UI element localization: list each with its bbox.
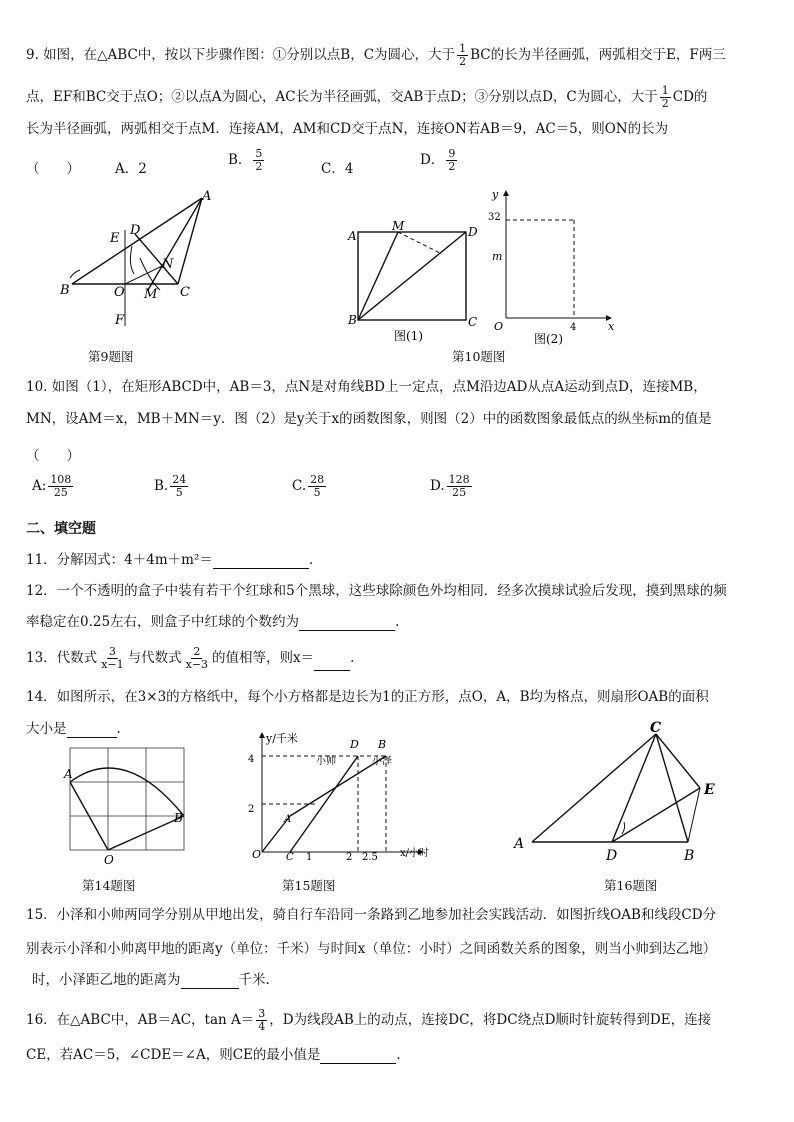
answer-blank[interactable] <box>314 656 350 671</box>
x-tick-2: 2 <box>346 852 353 863</box>
label-o: O <box>104 853 114 867</box>
q16-text: CE，若AC＝5，∠CDE＝∠A，则CE的最小值是 <box>26 1047 321 1063</box>
denominator: x−1 <box>101 658 124 671</box>
denominator: 5 <box>313 486 321 499</box>
segment-ce <box>656 734 700 788</box>
y-axis-label: y/千米 <box>266 732 298 745</box>
q15-text: 千米. <box>238 972 270 988</box>
legend-shuai: 小帅 <box>316 756 336 767</box>
q11-text: 11．分解因式：4＋4m＋m²＝ <box>26 552 213 568</box>
fig1-label: 图(1) <box>394 329 423 343</box>
label-c: C <box>468 315 478 329</box>
denominator: x−3 <box>185 658 209 671</box>
q12-text: 率稳定在0.25左右，则盒子中红球的个数约为 <box>26 614 300 630</box>
label-d: D <box>130 223 141 238</box>
numerator: 108 <box>50 473 72 486</box>
fraction <box>99 646 125 671</box>
numerator: 1 <box>661 84 669 97</box>
q9-option-d <box>420 148 459 173</box>
segment-am <box>148 198 202 290</box>
q9-option-b <box>228 148 266 173</box>
q10-option-b <box>154 474 190 499</box>
origin-label: O <box>494 320 504 333</box>
y-tick-4: 4 <box>248 754 255 765</box>
origin-label: O <box>252 848 262 861</box>
fraction <box>170 474 188 499</box>
answer-blank[interactable] <box>299 616 395 631</box>
q16-text: ，D为线段AB上的动点，连接DC，将DC绕点D顺时针旋转得到DE，连接 <box>269 1012 712 1028</box>
q9-line1 <box>26 43 726 68</box>
segment-be <box>688 788 700 842</box>
numerator: 3 <box>258 1007 266 1020</box>
option-label: B. <box>154 478 169 494</box>
label-n: N <box>162 257 174 272</box>
x-axis-label: x <box>608 320 615 333</box>
q14-text: 大小是 <box>26 721 67 737</box>
denominator: 4 <box>258 1020 266 1033</box>
denominator: 2 <box>459 55 467 68</box>
numerator: 24 <box>172 473 187 486</box>
fig2-label: 图(2) <box>534 332 563 346</box>
numerator: 28 <box>310 473 325 486</box>
q16-caption: 第16题图 <box>604 878 658 893</box>
label-d: D <box>468 225 478 239</box>
label-b: B <box>684 848 695 864</box>
q15-caption: 第15题图 <box>282 878 336 893</box>
y-tick-2: 2 <box>248 804 255 815</box>
fraction <box>184 646 210 671</box>
option-label: D． <box>420 152 445 168</box>
option-label: A: <box>32 478 47 494</box>
segment-dc <box>612 734 656 842</box>
q9-text: BC的长为半径画弧，两弧相交于E，F两三 <box>470 47 726 63</box>
segment-mn <box>398 232 442 254</box>
q10-paren: （ ） <box>26 448 80 464</box>
q15-line1: 15．小泽和小帅两同学分别从甲地出发，骑自行车沿同一条路到乙地参加社会实践活动．如图折线OAB和线段CD分 <box>26 907 717 923</box>
q9-text: CD的 <box>672 89 708 105</box>
q13-text: 与代数式 <box>127 650 182 666</box>
label-a: A <box>202 189 212 204</box>
q14-figure <box>64 742 196 866</box>
fraction <box>457 43 468 68</box>
numerator: 128 <box>448 473 470 486</box>
denominator: 2 <box>255 160 263 173</box>
q13-line <box>26 646 354 671</box>
q13-end: . <box>350 650 355 666</box>
label-a: A <box>514 836 525 852</box>
arc <box>70 270 80 278</box>
q9-text: 点，EF和BC交于点O；②以点A为圆心，AC长为半径画弧，交AB于点D；③分别以点D，C为圆心，大于 <box>26 89 658 105</box>
label-o: O <box>114 285 125 300</box>
y-tick-32: 32 <box>488 212 501 223</box>
label-b: B <box>348 313 357 327</box>
q9-option-a: A．2 <box>115 161 147 177</box>
label-a: A <box>348 229 357 243</box>
denominator: 2 <box>661 97 669 110</box>
denominator: 2 <box>448 160 456 173</box>
section-heading: 二、填空题 <box>26 521 96 537</box>
arc-ab <box>70 768 184 816</box>
q12-end: . <box>395 614 400 630</box>
q14-end: . <box>116 721 121 737</box>
q11-line <box>26 551 313 569</box>
segment-bc <box>656 734 688 842</box>
label-e: E <box>110 231 120 246</box>
q9-caption: 第9题图 <box>88 349 134 364</box>
label-a: A <box>64 767 73 781</box>
segment-de <box>612 788 700 842</box>
label-d: D <box>350 738 359 751</box>
q12-line2 <box>26 613 399 631</box>
fraction <box>660 85 671 110</box>
label-e: E <box>704 782 715 798</box>
q9-text: 9. 如图，在△ABC中，按以下步骤作图：①分别以点B，C为圆心，大于 <box>26 47 456 63</box>
denominator: 5 <box>175 486 183 499</box>
y-tick-m: m <box>492 250 503 263</box>
q16-text: 16．在△ABC中，AB＝AC，tan A＝ <box>26 1012 255 1028</box>
label-a: A <box>284 814 292 825</box>
q9-option-c: C．4 <box>321 161 354 177</box>
q10-option-c <box>292 474 328 499</box>
segment-bm <box>358 232 398 320</box>
label-b: B <box>60 283 70 298</box>
numerator: 1 <box>459 42 467 55</box>
numerator: 2 <box>193 645 201 658</box>
q10-option-d <box>430 474 474 499</box>
q9-paren: （ ） <box>26 161 80 177</box>
q10-line2: MN，设AM＝x，MB＋MN＝y．图（2）是y关于x的函数图象，则图（2）中的函数图象最低点的纵坐标m的值是 <box>26 411 712 427</box>
denominator: 25 <box>53 486 68 499</box>
q13-text: 的值相等，则x＝ <box>212 650 315 666</box>
q10-line1: 10. 如图（1），在矩形ABCD中，AB＝3，点N是对角线BD上一定点，点M沿边AD从点A运动到点D，连接MB， <box>26 379 707 395</box>
label-m: M <box>144 287 158 302</box>
q14-line2 <box>26 720 121 738</box>
q11-end: . <box>308 552 314 568</box>
denominator: 25 <box>452 486 467 499</box>
diagonal-bd <box>358 232 466 320</box>
fraction <box>446 148 457 173</box>
q10-caption: 第10题图 <box>452 349 506 364</box>
answer-blank[interactable] <box>213 554 309 569</box>
answer-blank[interactable] <box>320 1049 396 1064</box>
grid <box>70 748 184 850</box>
numerator: 3 <box>108 645 116 658</box>
y-axis-label: y <box>492 188 499 201</box>
y-axis-arrow <box>259 732 265 738</box>
q12-line1: 12．一个不透明的盒子中装有若干个红球和5个黑球，这些球除颜色外均相同．经多次摸球试验后发现，摸到黑球的频 <box>26 583 727 599</box>
segment-ab <box>72 198 202 284</box>
fraction <box>447 474 472 499</box>
label-f: F <box>115 313 125 328</box>
q10-option-a <box>32 474 75 499</box>
q10-figure-1 <box>348 219 478 343</box>
q14-line1: 14．如图所示，在3×3的方格纸中，每个小方格都是边长为1的正方形，点O，A，B均为格点，则扇形OAB的面积 <box>26 689 709 705</box>
fraction <box>256 1008 267 1033</box>
option-label: B． <box>228 152 252 168</box>
q14-caption: 第14题图 <box>82 878 136 893</box>
option-label: D. <box>430 478 445 494</box>
arc <box>130 246 134 274</box>
label-c: C <box>650 720 662 736</box>
q16-line1 <box>26 1008 711 1033</box>
numerator: 9 <box>448 147 456 160</box>
q9-line2 <box>26 85 707 110</box>
q15-line3 <box>32 971 270 989</box>
fraction <box>48 474 73 499</box>
answer-blank[interactable] <box>67 723 117 738</box>
label-c: C <box>180 285 190 300</box>
angle-mark <box>622 822 625 834</box>
label-m: M <box>392 219 405 233</box>
numerator: 5 <box>255 147 263 160</box>
fraction <box>253 148 264 173</box>
x-tick-1: 1 <box>306 852 313 863</box>
q10-figure-2 <box>482 188 615 348</box>
q15-line2: 别表示小泽和小帅离甲地的距离y（单位：千米）与时间x（单位：小时）之间函数关系的图象，则当小帅到达乙地） <box>26 941 717 957</box>
x-tick-c: C <box>286 852 294 863</box>
q16-end: . <box>396 1047 401 1063</box>
x-axis-label: x/小时 <box>400 848 430 859</box>
q9-figure <box>60 186 230 336</box>
option-label: C. <box>292 478 307 494</box>
q9-line3: 长为半径画弧，两弧相交于点M．连接AM，AM和CD交于点N，连接ON若AB＝9，AC＝5，则ON的长为 <box>26 121 669 137</box>
legend-ze: 小泽 <box>372 756 392 767</box>
q16-figure <box>510 720 730 864</box>
q13-text: 13．代数式 <box>26 650 98 666</box>
label-b: B <box>174 811 183 825</box>
answer-blank[interactable] <box>181 974 239 989</box>
label-b: B <box>378 738 387 751</box>
q15-figure <box>246 728 436 868</box>
graph-series <box>262 756 386 852</box>
q16-line2 <box>26 1046 401 1064</box>
x-tick-4: 4 <box>570 322 577 333</box>
y-axis-arrow <box>503 190 509 196</box>
label-d: D <box>606 848 618 864</box>
q15-text: 时，小泽距乙地的距离为 <box>32 972 181 988</box>
x-tick-2-5: 2.5 <box>362 852 378 863</box>
fraction <box>308 474 326 499</box>
